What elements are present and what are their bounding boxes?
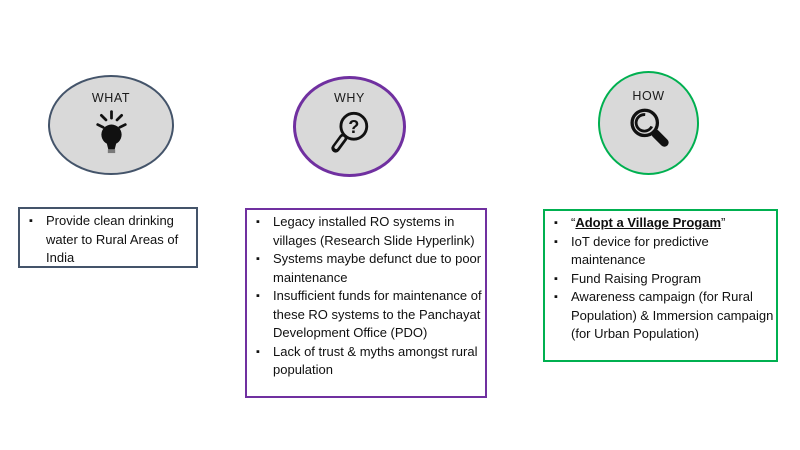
how-circle (598, 71, 699, 175)
what-circle (48, 75, 174, 175)
lightbulb-icon (91, 108, 132, 154)
why-circle-label: WHY (334, 91, 365, 105)
search-icon (626, 106, 671, 151)
why-textbox (245, 208, 487, 398)
bullet-item: ▪ Lack of trust & myths amongst rural population (247, 343, 483, 380)
search-question-icon (328, 108, 372, 156)
bullet-item: ▪ Legacy installed RO systems in villages (Research Slide Hyperlink) (247, 213, 483, 250)
what-textbox (18, 207, 198, 268)
how-circle-label: HOW (632, 89, 665, 103)
what-circle-label: WHAT (91, 90, 131, 105)
bullet-item: ▪ Systems maybe defunct due to poor maintenance (247, 250, 483, 287)
how-textbox (543, 209, 778, 362)
bullet-item: ▪ Fund Raising Program (545, 270, 774, 289)
bullet-item: ▪ “Adopt a Village Progam” (545, 214, 774, 233)
bullet-item: ▪ Awareness campaign (for Rural Population) & Immersion campaign (for Urban Population) (545, 288, 774, 344)
bullet-item: ▪ IoT device for predictive maintenance (545, 233, 774, 270)
bullet-item: ▪ Insufficient funds for maintenance of these RO systems to the Panchayat Development Office (PDO) (247, 287, 483, 343)
how-bullet-list (545, 211, 776, 344)
why-circle (293, 76, 406, 177)
bullet-item: ▪ Provide clean drinking water to Rural Areas of India (20, 212, 194, 268)
what-bullet-list (20, 209, 196, 268)
why-bullet-list (247, 210, 485, 380)
svg-text:?: ? (347, 116, 359, 137)
